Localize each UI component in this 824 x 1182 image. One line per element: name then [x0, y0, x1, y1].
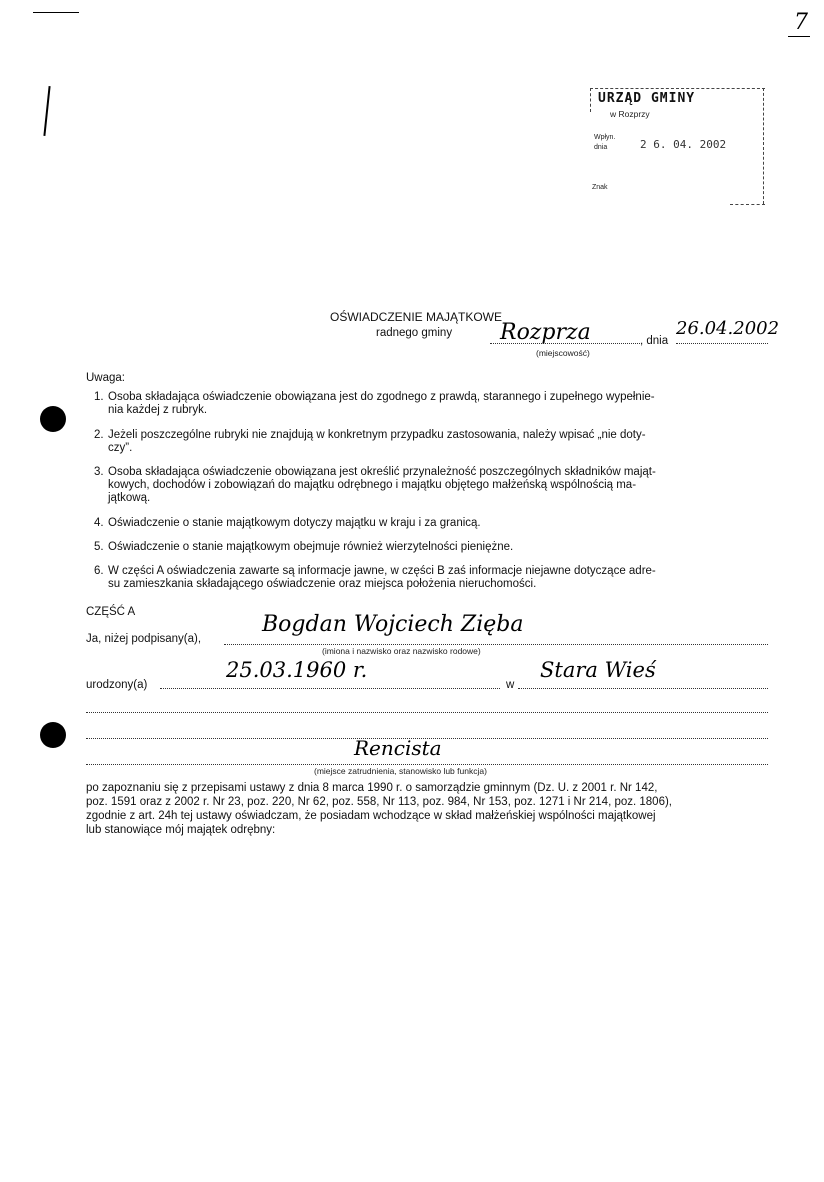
stamp-received-label: Wpłyn. [594, 134, 616, 141]
scan-mark-line [33, 12, 79, 13]
birth-place-handwritten: Stara Wieś [540, 658, 656, 682]
stamp-subtitle: w Rozprzy [610, 109, 650, 119]
date-label: , dnia [640, 335, 669, 347]
page-number-underline [788, 36, 810, 37]
page-number: 7 [794, 10, 808, 35]
uwaga-label: Uwaga: [86, 372, 125, 384]
date-handwritten: 26.04.2002 [676, 318, 780, 339]
declarant-name-handwritten: Bogdan Wojciech Zięba [262, 612, 524, 637]
place-caption: (miejscowość) [536, 348, 590, 358]
punch-hole [40, 722, 66, 748]
place-handwritten: Rozprza [500, 320, 591, 345]
employment-caption: (miejsce zatrudnienia, stanowisko lub funkcja) [314, 766, 487, 776]
document-page: 7 URZĄD GMINY w Rozprzy Wpłyn. dnia 2 6. 04. 2002 Znak OŚWIADCZENIE MAJĄTKOWE radnego gminy Rozprza (miejscowość) , dnia 26.04.2002 Uwaga: 1. Osoba składająca oświadczenie obowiązana jest do zgodnego z prawdą, starannego i zupełnego wypełnie- nia każdej z rubryk. 2. Jeżeli poszczególne rubryki nie znajdują w konkretnym przypadku zastosowania, należy wpisać „nie doty- czy”. 3. Osoba składająca oświadczenie obowiązana jest określić przynależność poszczególnych składników mająt- kowych, dochodów i zobowiązań do majątku odrębnego i majątku objętego małżeńską wspólnością ma- jątkową. 4. Oświadczenie o stanie majątkowym dotyczy majątku w kraju i za granicą. 5. Oświadczenie o stanie majątkowym obejmuje również wierzytelności pieniężne. 6. W części A oświadczenia zawarte są informacje jawne, w części B zaś informacje niejawne dotyczące adre- su zamieszkania składającego oświadczenie oraz miejsca położenia nieruchomości. CZĘŚĆ A Ja, niżej podpisany(a), Bogdan Wojciech Zięba (imiona i nazwisko oraz nazwisko rodowe) urodzony(a) 25.03.1960 r. w Stara Wieś Rencista (miejsce zatrudnienia, stanowisko lub funkcja) po zapoznaniu się z przepisami ustawy z dnia 8 marca 1990 r. o samorządzie gminnym (Dz. U. z 2001 r. Nr 142, poz. 1591 oraz z 2002 r. Nr 23, poz. 220, Nr 62, poz. 558, Nr 113, poz. 984, Nr 153, poz. 1271 i Nr 214, poz. 1806), zgodnie z art. 24h tej ustawy oświadczam, że posiadam wchodzące w skład małżeńskiej wspólności majątkowej lub stanowiące mój majątek odrębny: [0, 0, 824, 1182]
birth-place-label: w [506, 679, 515, 691]
declarant-name-caption: (imiona i nazwisko oraz nazwisko rodowe) [322, 646, 481, 656]
stamp-title: URZĄD GMINY [598, 91, 696, 106]
punch-hole [40, 406, 66, 432]
declarant-label: Ja, niżej podpisany(a), [86, 633, 202, 645]
document-subtitle: radnego gminy [376, 327, 453, 339]
office-stamp [590, 88, 765, 206]
document-title: OŚWIADCZENIE MAJĄTKOWE [330, 310, 503, 324]
stamp-date: 2 6. 04. 2002 [640, 138, 727, 151]
stamp-reference-label: Znak [592, 184, 608, 191]
birth-date-handwritten: 25.03.1960 r. [226, 658, 368, 682]
statutory-text: po zapoznaniu się z przepisami ustawy z dnia 8 marca 1990 r. o samorządzie gminnym (Dz. U. z 2001 r. Nr 142, poz. 1591 oraz z 2002 r. Nr 23, poz. 220, Nr 62, poz. 558, Nr 113, poz. 984, Nr 153, poz. 1271 i Nr 214, poz. 1806), zgodnie z art. 24h tej ustawy oświadczam, że posiadam wchodzące w skład małżeńskiej wspólności majątkowej lub stanowiące mój majątek odrębny: [86, 782, 673, 836]
scan-mark-vertical [43, 86, 50, 136]
employment-handwritten: Rencista [354, 736, 442, 760]
part-a-heading: CZĘŚĆ A [86, 606, 136, 618]
stamp-date-label: dnia [594, 144, 608, 151]
birth-label: urodzony(a) [86, 679, 148, 691]
